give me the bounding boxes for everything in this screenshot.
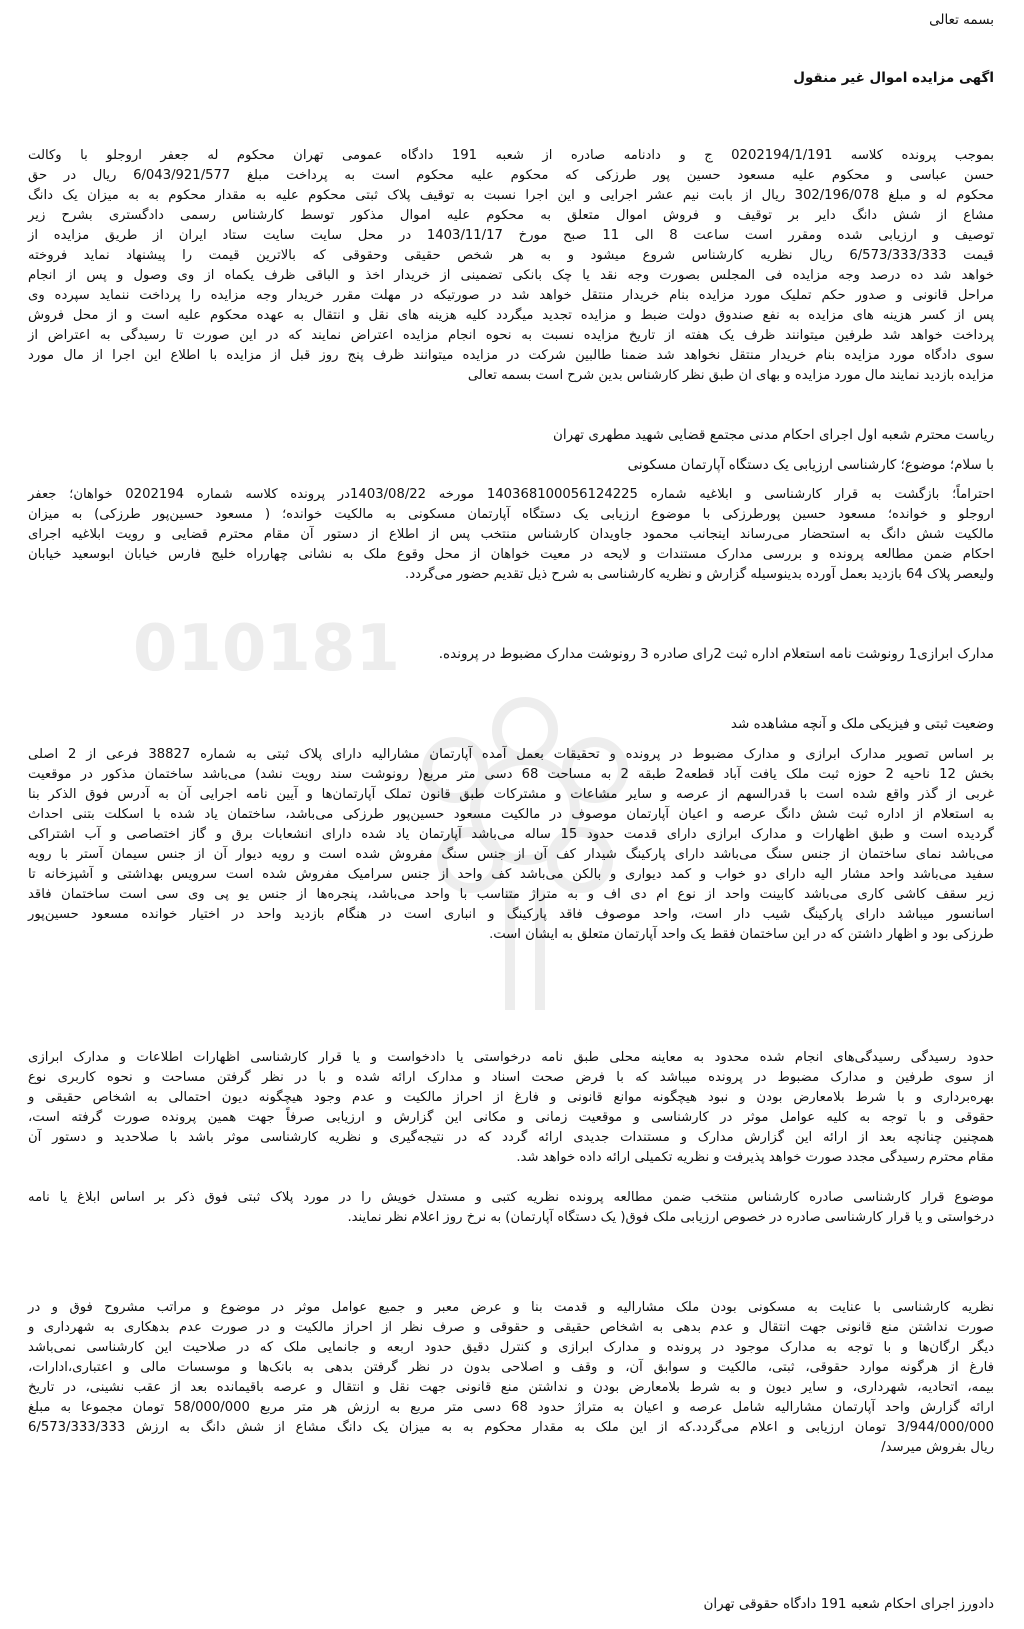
text-line: بیمه، اتحادیه، شهرداری، و سایر دیون و به شرط بلامعارض بودن و نداشتن منع قانونی جهت نقل و انتقال و عرصه باقیمانده بعد از عقب نشینی، در تاریخ (28, 1380, 994, 1395)
text-line: مراحل قانونی و صدور حکم تملیک مورد مزایده بنام خریدار منتقل خواهد شد در صورتیکه در مهلت مقرر خریدار وجه مزایده را پرداخت ننماید سپرده وی (28, 288, 994, 303)
text-line: زیر سقف کاشی کاری می‌باشد کابینت واحد از نوع ام دی اف و به متراژ متناسب با واحد می‌باشد، پنجره‌ها از جنس یو پی وی سی است ساختمان فاقد (28, 887, 994, 902)
text-line: حقوقی و با توجه به کلیه عوامل موثر در کارشناسی و موقعیت زمانی و مکانی این گزارش و ارزیابی صرفاً جهت همین پرونده صورت گرفته است، (28, 1110, 994, 1125)
subject-line: با سلام؛ موضوع؛ کارشناسی ارزیابی یک دستگاه آپارتمان مسکونی (627, 457, 994, 473)
text-line: به استعلام از اداره ثبت شش دانگ عرصه و اعیان آپارتمان موصوف در مالکیت مسعود حسین‌پور طرزکی می‌باشد، ساختمان یاد شده با اسکلت بتنی احداث (28, 807, 994, 822)
text-line: احکام ضمن مطالعه پرونده و بررسی مدارک مستندات و لایحه در معیت خواهان از محل وقوع ملک به نشانی چهارراه خلیج فارس خیابان ابوسعید خیابان (28, 547, 994, 562)
text-line: گردیده است و طبق اظهارات و مدارک ابرازی دارای قدمت حدود 15 ساله می‌باشد آپارتمان یاد شده دارای انشعابات برق و گاز اختصاصی و آب اشتراکی (28, 827, 994, 842)
text-line: توصیف و ارزیابی شده ومقرر است ساعت 8 الی 11 صبح مورخ 1403/11/17 در محل سایت سایت ستاد ایران از طریق مزایده از (28, 228, 995, 243)
text-line: دیگر ارگان‌ها و با توجه به مدارک موجود در پرونده و مدارک ابرازی و کنترل دقیق حدود اربعه و جانمایی ملک که در صلاحیت این کارشناسی نمی‌باشد (28, 1340, 994, 1355)
text-line: از سوی طرفین و مدارک مضبوط در پرونده میباشد که با فرض صحت اسناد و مدارک ارائه شده و با در نظر گرفتن مساحت و نحوه کاربری نوع (28, 1070, 994, 1085)
text-line: می‌باشد نمای ساختمان از جنس سنگ می‌باشد دارای پارکینگ شیدار کف آن از جنس سنگ مفروش شده است و رویه دیوار آن از جنس سیمان آستر با رویه (28, 847, 994, 862)
text-line: مقام محترم رسیدگی مجدد صورت خواهد پذیرفت و نظریه تکمیلی ارائه داده خواهد شد. (516, 1150, 994, 1165)
text-line: مالکیت شش دانگ به استحضار می‌رساند اینجانب محمود جاویدان کارشناس منتخب پس از اطلاع از دستور آن مقام محترم قضایی و رویت ابلاغیه اجرای (28, 527, 994, 542)
text-line: بموجب پرونده کلاسه 0202194/1/191 ج و دادنامه صادره از شعبه 191 دادگاه عمومی تهران محکوم له جعفر اروجلو با وکالت (28, 148, 995, 163)
text-line: ریال بفروش میرسد/ (881, 1440, 994, 1455)
text-line: غربی از گذر واقع شده است با قدرالسهم از عرصه و سایر مشاعات و مشترکات طبق قانون تملک آپارتمان‌ها و آیین نامه اجرایی آن به آدرس فوق الذکر بنا (28, 787, 994, 802)
text-line: احتراماً؛ بازگشت به قرار کارشناسی و ابلاغیه شماره 140368100056124225 مورخه 1403/08/22در پرونده کلاسه شماره 0202194 خواهان؛ جعفر (28, 487, 994, 502)
text-line: درخواستی و یا قرار کارشناسی صادره در خصوص ارزیابی ملک فوق( یک دستگاه آپارتمان) به نرخ روز اعلام نظر نمایند. (347, 1210, 994, 1225)
text-line: صورت نداشتن منع قانونی جهت انتقال و عدم بدهی به اشخاص حقیقی و حقوقی و صرف نظر از احراز مالکیت و در صورت عدم بدهکاری به شهرداری و (28, 1320, 994, 1335)
text-line: اسانسور میباشد دارای پارکینگ شیب دار است، واحد موصوف فاقد پارکینگ و انباری است در هنگام بازدید واحد در اختیار خوانده مسعود حسین‌پور (28, 907, 994, 922)
documents-line: مدارک ابرازی1 رونوشت نامه استعلام اداره ثبت 2رای صادره 3 رونوشت مدارک مضبوط در پرونده. (438, 646, 994, 662)
text-line: پس از کسر هزینه های مزایده به نفع صندوق دولت ضبط و مزایده تجدید میگردد کلیه هزینه های نقل و انتقال به عهده محکوم علیه است و از محل فروش (28, 308, 994, 323)
text-line: ولیعصر پلاک 64 بازدید بعمل آورده بدینوسیله گزارش و نظریه کارشناسی به شرح ذیل تقدیم حضور می‌گردد. (405, 567, 994, 582)
text-line: فارغ از هرگونه موارد حقوقی، ثبتی، مالکیت و سوابق آن، و وقف و اصلاحی بدون در نظر گرفتن بدهی به بانک‌ها و موسسات مالی و اعتباری،ادارات، (28, 1360, 994, 1375)
text-line: طرزکی بود و اظهار داشتن که در این ساختمان فقط یک واحد آپارتمان متعلق به ایشان است. (489, 927, 994, 942)
text-line: ارائه گزارش واحد آپارتمان مشارالیه شامل عرصه و اعیان به متراژ حدود 68 دسی متر مربع به ارزش هر متر مربع 58/000/000 تومان مجموعا به مبلغ (28, 1400, 994, 1415)
stamp-number: 010181 (132, 612, 400, 686)
text-line: حدود رسیدگی رسیدگی‌های انجام شده محدود به معاینه محلی طبق نامه درخواستی یا دادخواست و یا قرار کارشناسی اظهارات اطلاعات و مدارک ابرازی (28, 1050, 994, 1065)
text-line: قیمت 6/573/333/333 ریال نظریه کارشناس شروع میشود و به هر شخص حقیقی وحقوقی که بالاترین قیمت را پیشنهاد نماید فروخته (28, 248, 994, 263)
text-line: محکوم له و مبلغ 302/196/078 ریال از بابت نیم عشر اجرایی و این اجرا نسبت به توقیف پلاک ثبتی محکوم علیه به مقدار محکوم به به میزان یک دانگ (28, 188, 994, 203)
text-line: بر اساس تصویر مدارک ابرازی و مدارک مضبوط در پرونده و تحقیقات بعمل آمده آپارتمان مشارالیه دارای پلاک ثبتی به شماره 38827 فرعی از 2 اصلی (28, 747, 994, 762)
text-line: موضوع قرار کارشناسی صادره کارشناس منتخب ضمن مطالعه پرونده نظریه کتبی و مستدل خویش را در مورد پلاک ثبتی فوق ذکر بر اساس ابلاغ یا نامه (28, 1190, 994, 1205)
text-line: همچنین چنانچه بعد از ارائه این گزارش مدارک و مستندات جدیدی ارائه گردد که در نتیجه‌گیری و نظریه کارشناسی موثر باشد با صلاحدید و دستور آن (28, 1130, 994, 1145)
text-line: مشاع از شش دانگ دایر بر توقیف و فروش اموال متعلق به محکوم علیه اموال مذکور توسط کارشناس رسمی دادگستری بشرح زیر (28, 208, 994, 223)
notice-title: اگهی مزایده اموال غیر منقول (793, 70, 994, 86)
text-line: سفید می‌باشد واحد مشار الیه دارای دو خواب و کمد دیواری و بالکن می‌باشد کف واحد از جنس سرامیک مفروش شده است سرویس بهداشتی و آشپزخانه تا (28, 867, 994, 882)
basmala: بسمه تعالی (929, 12, 994, 28)
footer-signature: دادورز اجرای احکام شعبه 191 دادگاه حقوقی تهران (703, 1596, 994, 1612)
text-line: بهره‌برداری و با شرط بلامعارض بودن و نبود هیچگونه موانع قانونی و فارغ از احراز مالکیت و عدم وجود هیچگونه دیون احتمالی به اشخاص حقیقی و (28, 1090, 994, 1105)
text-line: بخش 12 ناحیه 2 حوزه ثبت ملک یافت آباد قطعه2 طبقه 2 به مساحت 68 دسی متر مربع( رونوشت سند رویت نشد) می‌باشد ساختمان مذکور در موقعیت (28, 767, 995, 782)
text-line: خواهد شد ده درصد وجه مزایده فی المجلس بصورت وجه نقد یا چک بانکی تضمینی از خریدار اخذ و الباقی ظرف یکماه از وی وصول و پس از انجام (28, 268, 994, 283)
text-line: مزایده بازدید نمایند مال مورد مزایده و بهای ان طبق نظر کارشناس بدین شرح است بسمه تعالی (467, 368, 994, 383)
text-line: پرداخت خواهد شد طرفین میتوانند ظرف یک هفته از تاریخ مزایده نسبت به نحوه انجام مزایده اعتراض نمایند که در این صورت تا رسیدگی به اعتراض از (28, 328, 994, 343)
text-line: 3/944/000/000 تومان ارزیابی و اعلام می‌گردد.که از این ملک به مقدار محکوم به به میزان یک دانگ مشاع از شش دانگ به ارزش 6/573/333/333 (28, 1420, 994, 1435)
addressee-line: ریاست محترم شعبه اول اجرای احکام مدنی مجتمع قضایی شهید مطهری تهران (552, 427, 994, 443)
text-line: سوی دادگاه مورد مزایده بنام خریدار منتقل نخواهد شد ضمنا طالبین شرکت در مزایده میتوانند ظرف پنج روز قبل از مزایده با اطلاع این اجرا از مال مورد (28, 348, 994, 363)
text-line: نظریه کارشناسی با عنایت به مسکونی بودن ملک مشارالیه و قدمت بنا و عرض معبر و جمیع عوامل موثر در موضوع و مراتب مشروح فوق و در (28, 1300, 994, 1315)
status-heading: وضعیت ثبتی و فیزیکی ملک و آنچه مشاهده شد (730, 716, 994, 732)
text-line: اروجلو و خوانده؛ مسعود حسین پورطرزکی با موضوع ارزیابی یک دستگاه آپارتمان مسکونی به مالکیت خوانده؛ ( مسعود حسین‌پور طرزکی) به میزان (28, 507, 994, 522)
text-line: حسن عباسی و محکوم علیه مسعود حسین پور طرزکی که محکوم علیه محکوم است به پرداخت مبلغ 6/043/921/577 ریال در حق (28, 168, 994, 183)
